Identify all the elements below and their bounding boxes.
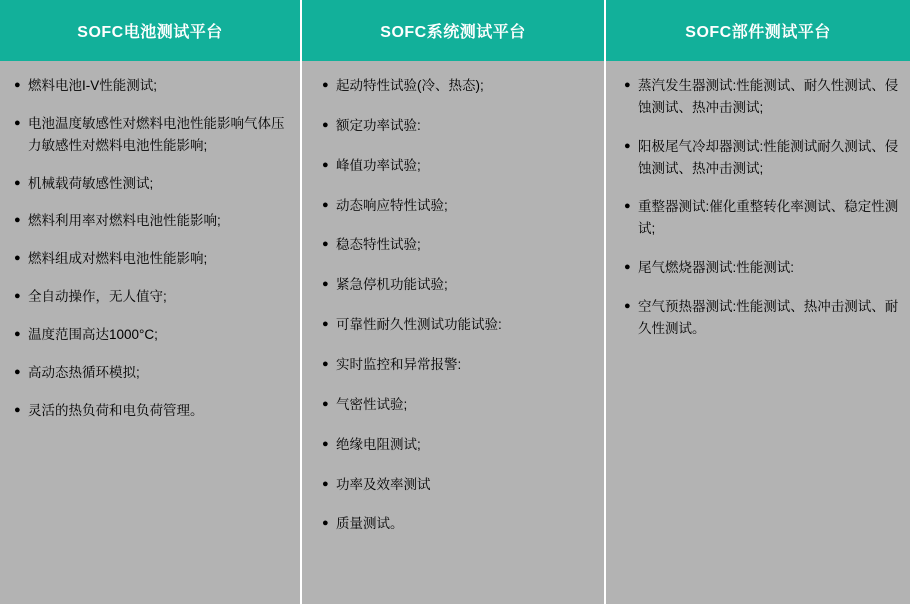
table-body-row [0,61,910,604]
list-item: ● 电池温度敏感性对燃料电池性能影响气体压力敏感性对燃料电池性能影响; [14,113,290,157]
bullet-icon: ● [624,139,631,152]
bullet-icon: ● [14,328,21,341]
list-item: ● 动态响应特性试验; [322,195,594,217]
list-item: ● 稳态特性试验; [322,234,594,256]
bullet-icon: ● [624,79,631,91]
bullet-icon: ● [322,198,329,211]
list-item: ● 起动特性试验(冷、热态); [322,75,594,97]
bullet-icon: ● [14,79,21,91]
bullet-icon: ● [322,158,329,171]
table-cell-cell-platform [0,61,302,604]
bullet-icon: ● [14,214,21,227]
list-item: ● 温度范围高达1000°C; [14,324,290,346]
bullet-icon: ● [322,238,329,251]
bullet-icon: ● [322,278,329,291]
bullet-icon: ● [14,252,21,265]
list-item: ● 尾气燃烧器测试:性能测试: [624,257,900,279]
list-item: ● 峰值功率试验; [322,155,594,177]
bullet-icon: ● [14,176,21,189]
table-header-label: SOFC电池测试平台 [77,24,223,41]
table-header-label: SOFC系统测试平台 [380,24,526,41]
bullet-icon: ● [14,290,21,303]
list-item: ● 绝缘电阻测试; [322,434,594,456]
list-item: ● 全自动操作，无人值守; [14,286,290,308]
list-item: ● 灵活的热负荷和电负荷管理。 [14,400,290,422]
list-item: ● 气密性试验; [322,394,594,416]
table-cell-component-platform [606,61,910,604]
table-header-cell-component-platform [606,0,910,61]
bullet-icon: ● [322,358,329,371]
list-item: ● 空气预热器测试:性能测试、热冲击测试、耐久性测试。 [624,296,900,340]
feature-list-cell-platform [14,75,290,422]
table-header-cell-cell-platform [0,0,302,61]
list-item: ● 机械载荷敏感性测试; [14,173,290,195]
bullet-icon: ● [322,318,329,331]
table-header-label: SOFC部件测试平台 [685,24,831,41]
table-header-row [0,0,910,61]
list-item: ● 燃料电池I-V性能测试; [14,75,290,97]
list-item: ● 可靠性耐久性测试功能试验: [322,314,594,336]
bullet-icon: ● [322,79,329,91]
list-item: ● 功率及效率测试 [322,474,594,496]
table-cell-system-platform [302,61,606,604]
list-item: ● 高动态热循环模拟; [14,362,290,384]
list-item: ● 燃料利用率对燃料电池性能影响; [14,210,290,232]
bullet-icon: ● [624,300,631,313]
bullet-icon: ● [322,118,329,131]
list-item: ● 实时监控和异常报警: [322,354,594,376]
list-item: ● 重整器测试:催化重整转化率测试、稳定性测试; [624,196,900,240]
bullet-icon: ● [14,116,21,129]
feature-list-component-platform [624,75,900,340]
bullet-icon: ● [14,403,21,416]
list-item: ● 质量测试。 [322,513,594,535]
bullet-icon: ● [14,365,21,378]
bullet-icon: ● [322,517,329,530]
bullet-icon: ● [322,437,329,450]
list-item: ● 额定功率试验: [322,115,594,137]
list-item: ● 燃料组成对燃料电池性能影响; [14,248,290,270]
bullet-icon: ● [624,261,631,274]
list-item: ● 蒸汽发生器测试:性能测试、耐久性测试、侵蚀测试、热冲击测试; [624,75,900,119]
feature-list-system-platform [322,75,594,535]
bullet-icon: ● [624,200,631,213]
bullet-icon: ● [322,397,329,410]
table-header-cell-system-platform [302,0,606,61]
bullet-icon: ● [322,477,329,490]
list-item: ● 阳极尾气冷却器测试:性能测试耐久测试、侵蚀测试、热冲击测试; [624,136,900,180]
list-item: ● 紧急停机功能试验; [322,274,594,296]
